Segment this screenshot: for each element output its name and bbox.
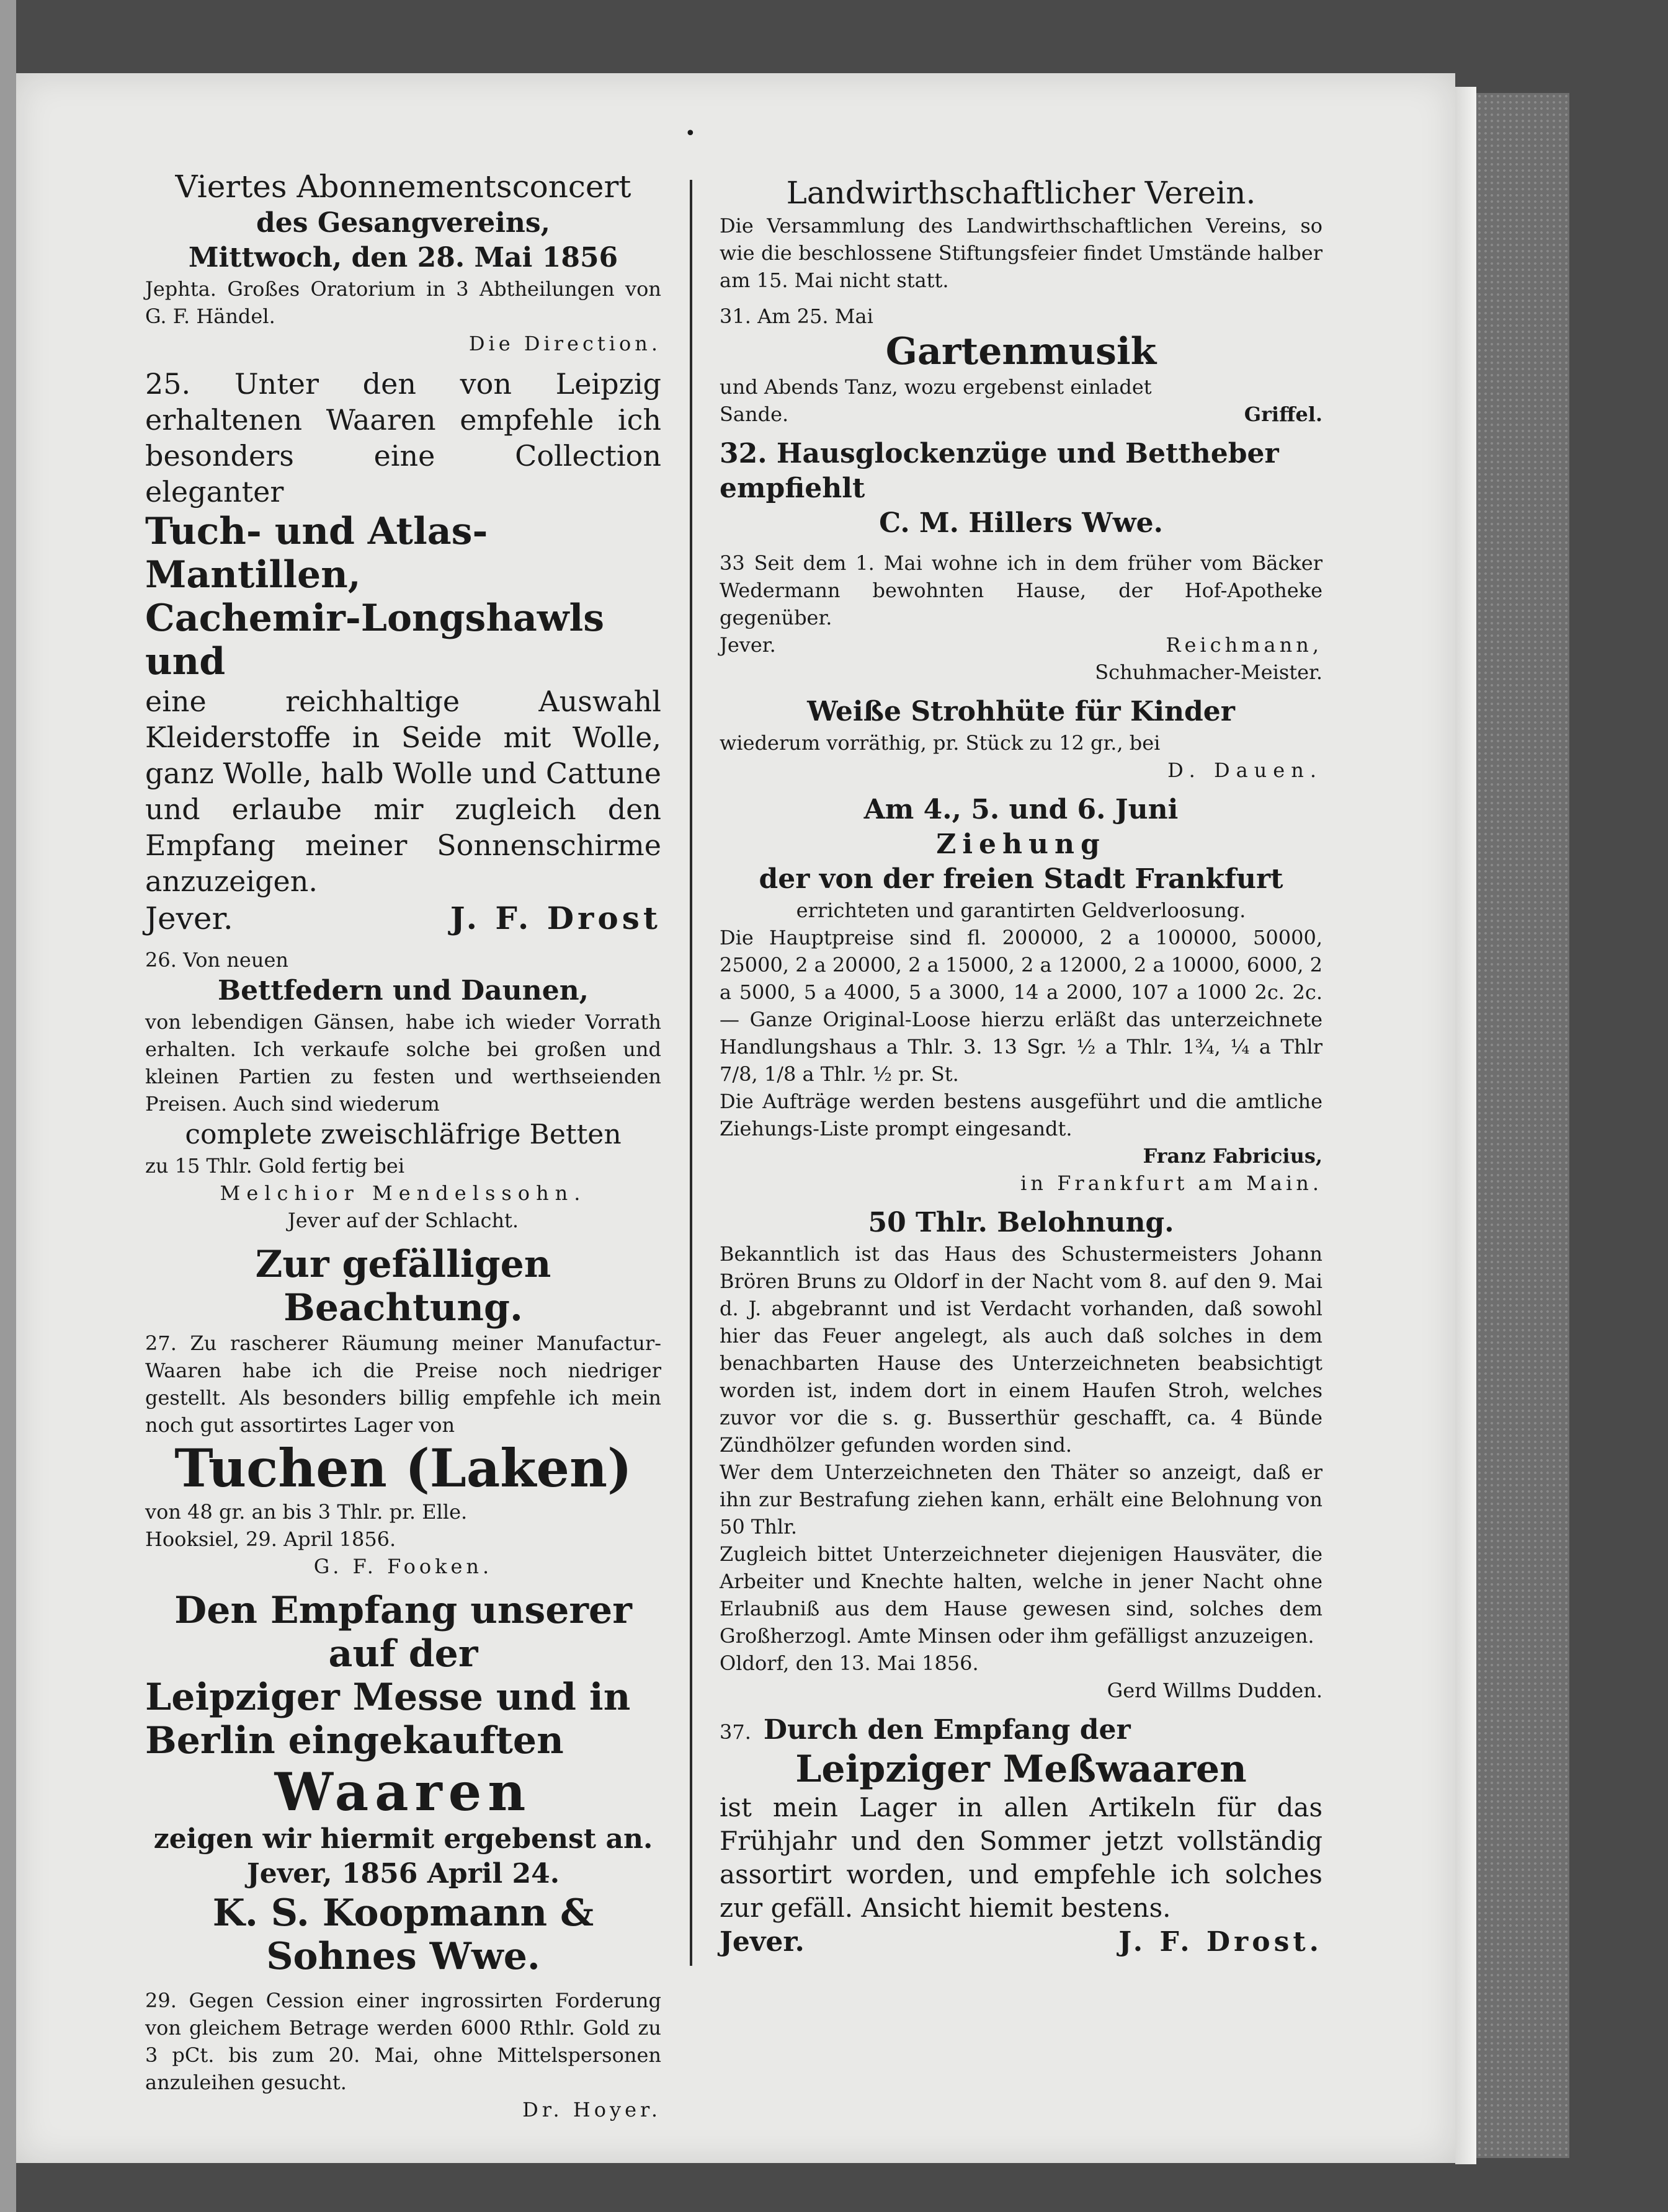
ad-place: Sande. <box>720 402 789 426</box>
ad-text: 25. Unter den von Leipzig erhaltenen Waaren empfehle ich besonders eine Collection eleganter <box>145 367 661 509</box>
ad-line: Waaren <box>274 1761 532 1823</box>
ad-number: 37. <box>720 1720 751 1744</box>
ad-date: Hooksiel, 29. April 1856. <box>145 1527 396 1551</box>
right-column <box>720 93 1322 1968</box>
ad-hillers <box>720 437 1322 541</box>
ad-signature: Melchior Mendelssohn. <box>220 1181 587 1205</box>
ad-number: 26. Von neuen <box>145 948 288 972</box>
ad-heading: Weiße Strohhüte für Kinder <box>807 696 1235 727</box>
ad-text: 32. Hausglockenzüge und Bettheber empfiehlt <box>720 438 1279 504</box>
ad-signature: Gerd Willms Dudden. <box>1107 1679 1322 1702</box>
ad-text: errichteten und garantirten Geldverloosung. <box>796 899 1246 922</box>
ad-concert <box>145 167 661 357</box>
ad-line: K. S. Koopmann & <box>212 1891 594 1935</box>
ad-text: Die Versammlung des Landwirthschaftlichen Vereins, so wie die beschlossene Stiftungsfeier findet Umstände halber am 15. Mai nicht statt. <box>720 214 1322 292</box>
ad-reichmann <box>720 549 1322 686</box>
ad-signature-title: Schuhmacher-Meister. <box>1095 660 1322 684</box>
ad-heading: Tuchen (Laken) <box>174 1437 632 1499</box>
ad-bettfedern <box>145 946 661 1234</box>
ad-signature: Franz Fabricius, <box>1143 1144 1322 1168</box>
ad-signature: Reichmann, <box>1166 633 1322 657</box>
ad-signature: D. Dauen. <box>1167 758 1322 782</box>
ad-line: Berlin eingekauften <box>145 1719 564 1762</box>
ad-date: Mittwoch, den 28. Mai 1856 <box>188 242 618 273</box>
ad-signature: Die Direction. <box>468 332 661 355</box>
ad-fooken <box>145 1243 661 1580</box>
column-divider <box>690 180 692 1966</box>
ad-line: Leipziger Meßwaaren <box>795 1748 1247 1791</box>
ad-signature-address: in Frankfurt am Main. <box>1020 1171 1322 1195</box>
ad-heading: Gartenmusik <box>885 330 1157 373</box>
ad-heading: Tuch- und Atlas-Mantillen, <box>145 510 488 597</box>
ad-text: wiederum vorräthig, pr. Stück zu 12 gr., bei <box>720 731 1161 755</box>
ad-heading: complete zweischläfrige Betten <box>185 1119 622 1150</box>
ad-strohhuete <box>720 695 1322 784</box>
ad-text: 29. Gegen Cession einer ingrossirten Forderung von gleichem Betrage werden 6000 Rthlr. Gold zu 3 pCt. bis zum 20. Mai, ohne Mittelspersonen anzuleihen gesucht. <box>145 1989 661 2094</box>
ad-subheading: des Gesangvereins, <box>256 207 550 239</box>
ad-line: Durch den Empfang der <box>763 1714 1131 1746</box>
ad-heading: Zur gefälligen Beachtung. <box>255 1243 551 1330</box>
ad-heading: Viertes Abonnementsconcert <box>175 169 631 205</box>
book-binding <box>1476 93 1569 2158</box>
ad-heading: Am 4., 5. und 6. Juni <box>863 794 1179 825</box>
ad-text: zu 15 Thlr. Gold fertig bei <box>145 1154 405 1178</box>
ad-drost-messwaaren <box>720 1713 1322 1960</box>
ad-landwirthschaft <box>720 174 1322 294</box>
ad-signature: Dr. Hoyer. <box>522 2098 661 2121</box>
ad-place: Jever. <box>145 900 233 936</box>
ad-text: Jephta. Großes Oratorium in 3 Abtheilungen von G. F. Händel. <box>145 277 661 328</box>
ad-text: Die Hauptpreise sind fl. 200000, 2 a 100000, 50000, 25000, 2 a 20000, 2 a 15000, 2 a 12000, 2 a 10000, 6000, 2 a 5000, 5 a 4000, 5 a 3000, 14 a 2000, 107 a 1000 2c. 2c. — Ganze Original-Loose hierzu erläßt das unterzeichnete Handlungshaus a Thlr. 3. 13 Sgr. ½ a Thlr. 1¾, ¼ a Thlr 7/8, 1/8 a Thlr. ½ pr. St. <box>720 926 1322 1086</box>
ad-date: Oldorf, den 13. Mai 1856. <box>720 1651 979 1675</box>
ad-heading: 50 Thlr. Belohnung. <box>868 1207 1174 1238</box>
ad-text: Bekanntlich ist das Haus des Schustermeisters Johann Brören Bruns zu Oldorf in der Nacht vom 8. auf den 9. Mai d. J. abgebrannt und ist Verdacht vorhanden, daß sowohl hier das Feuer angelegt, als auch daß solches in dem benachbarten Hause des Unterzeichneten beabsichtigt worden ist, indem dort in einem Haufen Stroh, welches zuvor vor die s. g. Busserthür geschafft, ca. 4 Bünde Zündhölzer gefunden worden sind. <box>720 1242 1322 1457</box>
ad-number: 31. Am 25. Mai <box>720 304 873 328</box>
ad-text: eine reichhaltige Auswahl Kleiderstoffe in Seide mit Wolle, ganz Wolle, halb Wolle und Cattune und erlaube mir zugleich den Empfang meiner Sonnenschirme anzuzeigen. <box>145 685 661 898</box>
ad-heading: Bettfedern und Daunen, <box>217 975 589 1006</box>
ad-line: Den Empfang unserer auf der <box>174 1589 632 1676</box>
ad-signature: Griffel. <box>1244 402 1322 426</box>
ad-signature: J. F. Drost <box>450 900 661 936</box>
ad-text: Die Aufträge werden bestens ausgeführt und die amtliche Ziehungs-Liste prompt eingesandt. <box>720 1090 1322 1140</box>
ad-koopmann <box>145 1589 661 1978</box>
ad-place: Jever. <box>720 633 776 657</box>
ad-belohnung <box>720 1206 1322 1704</box>
ad-frankfurt-lottery <box>720 793 1322 1197</box>
ad-text: Zugleich bittet Unterzeichneter diejenigen Hausväter, die Arbeiter und Knechte halten, welche in jener Nacht ohne Erlaubniß aus dem Hause gewesen sind, solches dem Großherzogl. Amte Minsen oder ihm gefälligst anzuzeigen. <box>720 1542 1322 1648</box>
ad-signature-address: Jever auf der Schlacht. <box>287 1209 519 1232</box>
ad-signature: J. F. Drost. <box>1118 1926 1322 1958</box>
ad-hoyer <box>145 1987 661 2123</box>
ad-line: Leipziger Messe und in <box>145 1676 631 1719</box>
ad-line: Jever, 1856 April 24. <box>246 1858 560 1890</box>
ad-gartenmusik <box>720 303 1322 428</box>
ink-dot: • <box>685 123 696 144</box>
ad-text: 27. Zu rascherer Räumung meiner Manufactur-Waaren habe ich die Preise noch niedriger gestellt. Als besonders billig empfehle ich mein noch gut assortirtes Lager von <box>145 1331 661 1437</box>
ad-heading: Cachemir-Longshawls und <box>145 597 605 683</box>
scan-edge-left <box>0 0 16 2212</box>
ad-text: von 48 gr. an bis 3 Thlr. pr. Elle. <box>145 1500 468 1524</box>
ad-text: ist mein Lager in allen Artikeln für das Frühjahr und den Sommer jetzt vollständig assortirt worden, und empfehle ich solches zur gefäll. Ansicht hiemit bestens. <box>720 1792 1322 1923</box>
ad-text: 33 Seit dem 1. Mai wohne ich in dem früher vom Bäcker Wedermann bewohnten Hause, der Hof-Apotheke gegenüber. <box>720 551 1322 629</box>
ad-heading: der von der freien Stadt Frankfurt <box>759 863 1283 895</box>
ad-line: Sohnes Wwe. <box>266 1935 540 1978</box>
left-column <box>145 93 661 2132</box>
ad-text: und Abends Tanz, wozu ergebenst einladet <box>720 375 1152 399</box>
ad-heading: Landwirthschaftlicher Verein. <box>786 175 1256 211</box>
ad-heading: Ziehung <box>936 828 1106 860</box>
ad-signature: C. M. Hillers Wwe. <box>879 507 1163 539</box>
ad-place: Jever. <box>720 1926 805 1958</box>
page-fold <box>1455 87 1476 2164</box>
ad-text: Wer dem Unterzeichneten den Thäter so anzeigt, daß er ihn zur Bestrafung ziehen kann, erhält eine Belohnung von 50 Thlr. <box>720 1460 1322 1539</box>
ad-drost-mantillen <box>145 366 661 938</box>
ad-signature: G. F. Fooken. <box>313 1555 493 1578</box>
ad-line: zeigen wir hiermit ergebenst an. <box>153 1823 653 1855</box>
ad-text: von lebendigen Gänsen, habe ich wieder Vorrath erhalten. Ich verkaufe solche bei großen und kleinen Partien zu festen und werthseienden Preisen. Auch sind wiederum <box>145 1010 661 1116</box>
